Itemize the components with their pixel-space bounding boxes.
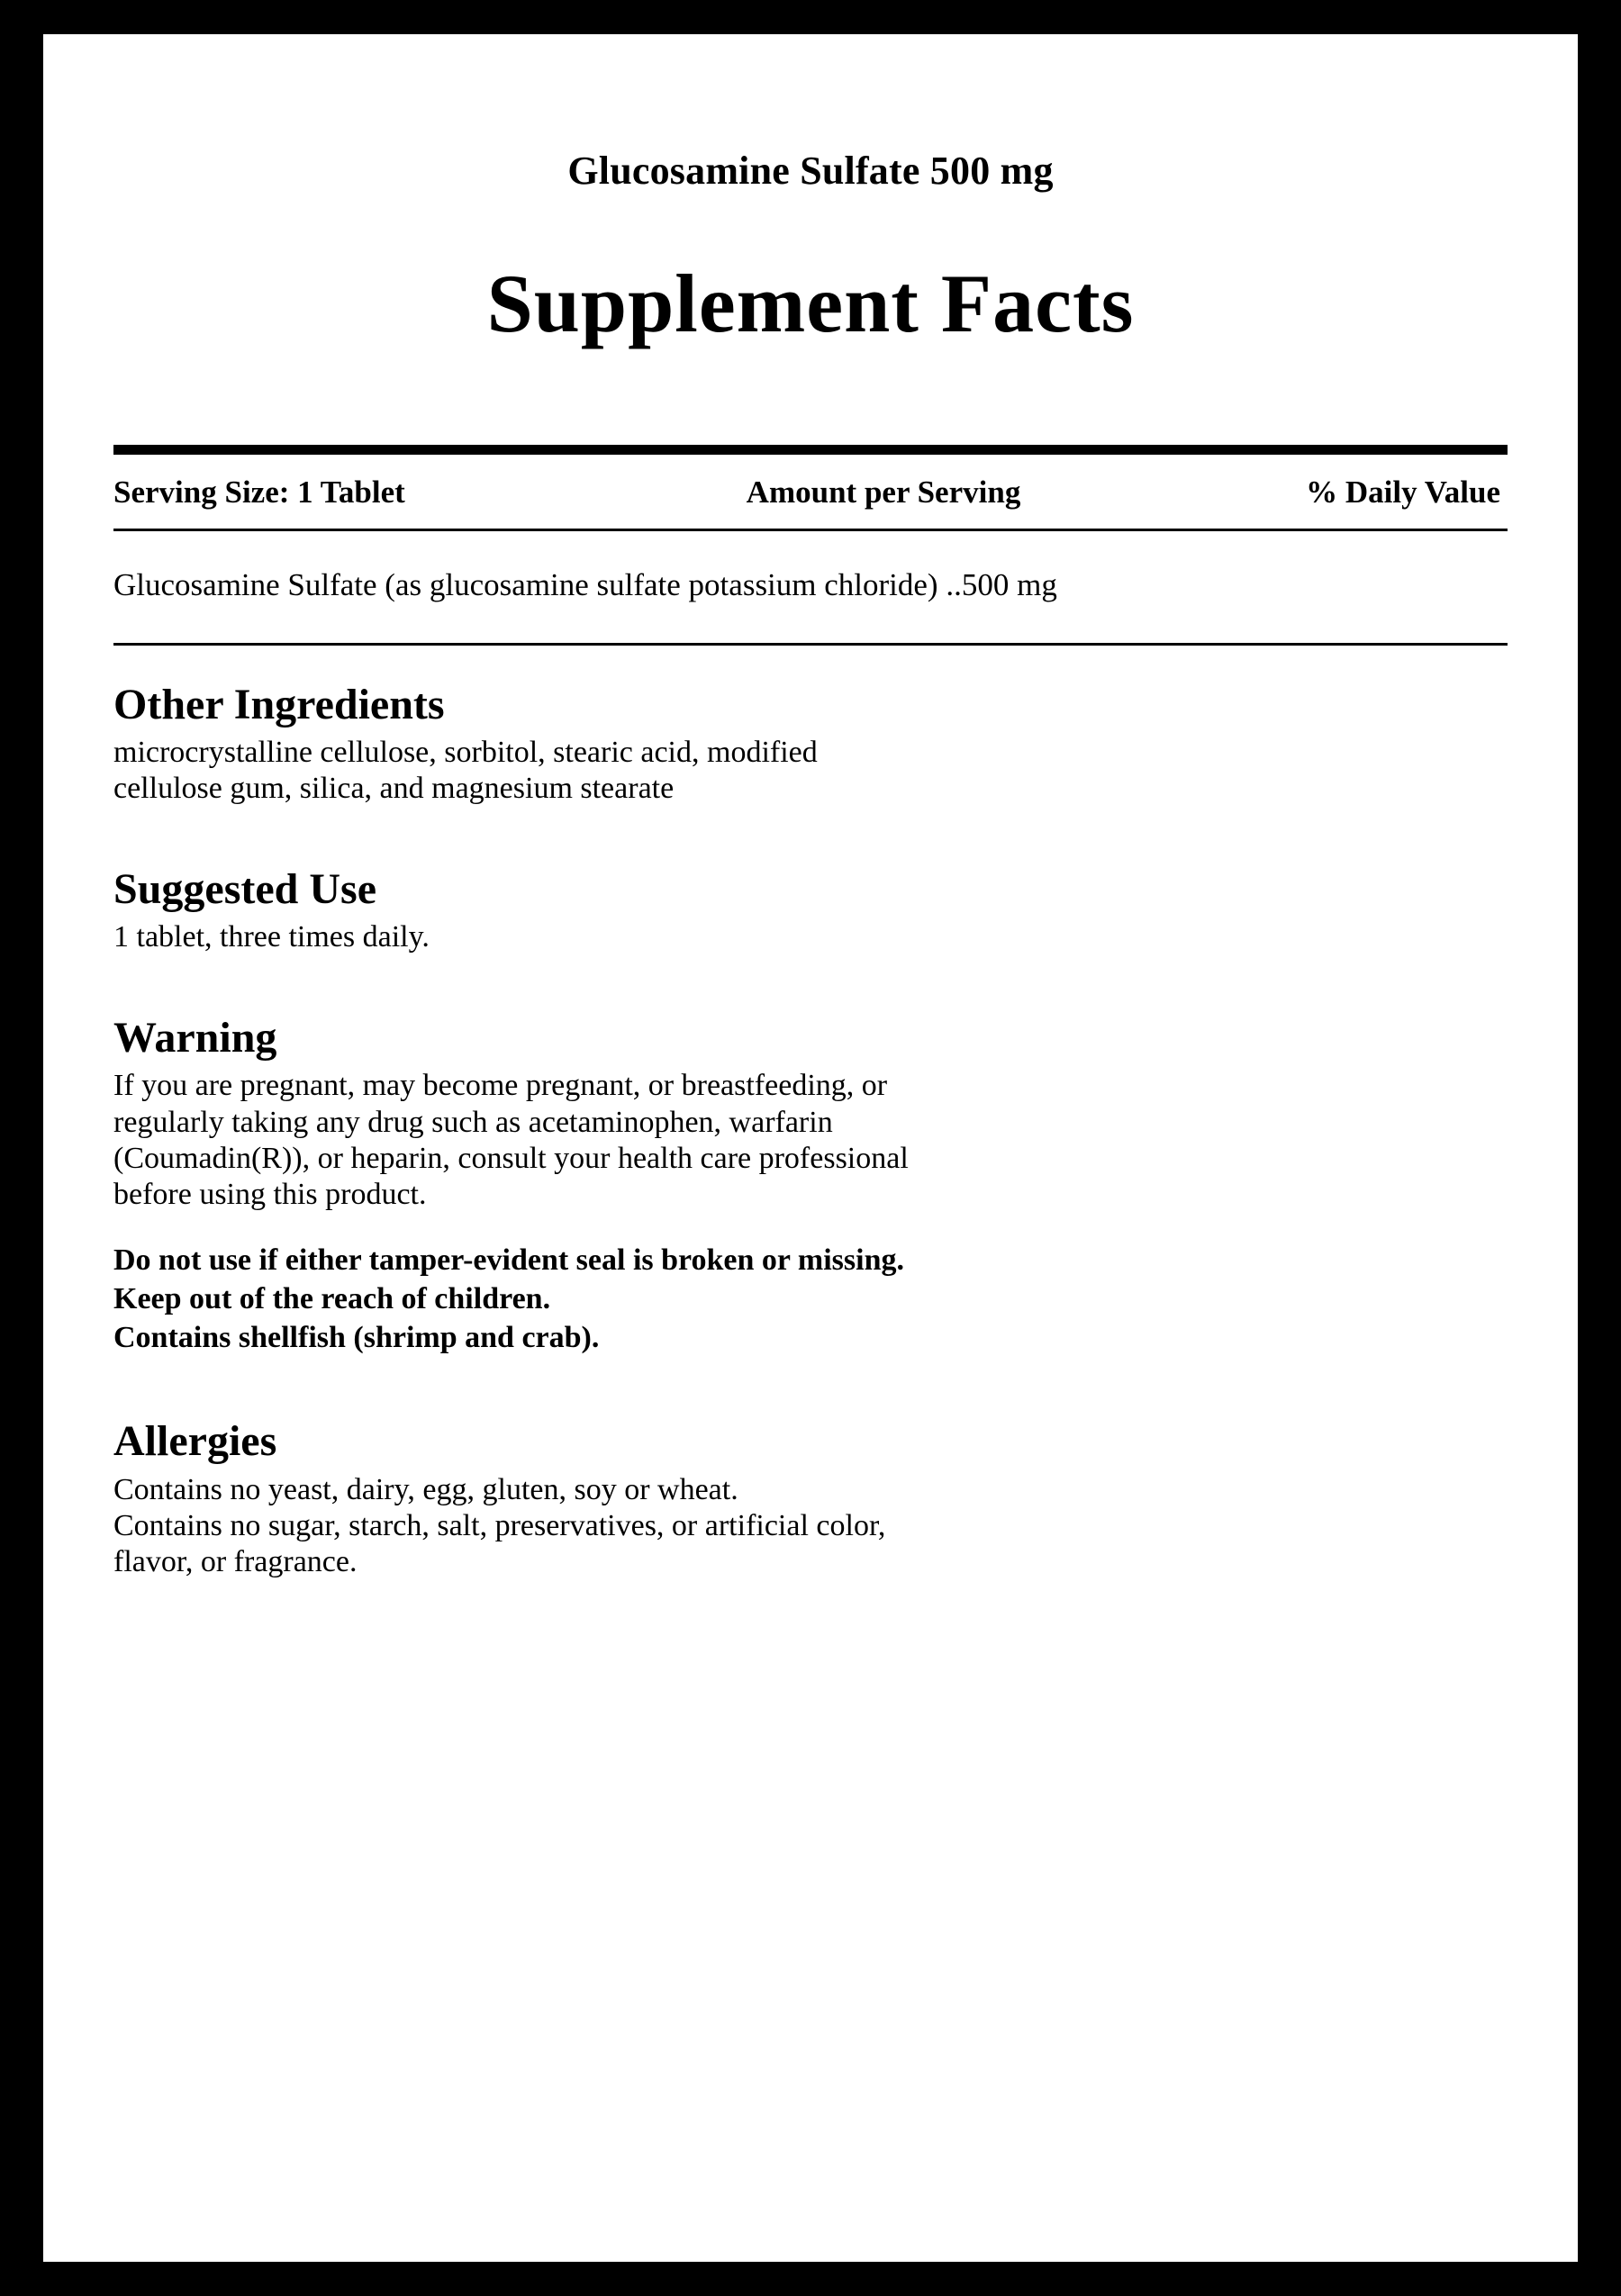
warning-bold-line: Do not use if either tamper-evident seal is broken or missing. [113, 1243, 904, 1277]
column-header-daily-value: % Daily Value [1306, 474, 1500, 510]
section-allergies [113, 1416, 1508, 1580]
facts-table-header [113, 455, 1508, 529]
column-header-amount-per-serving: Amount per Serving [746, 474, 1021, 510]
warning-bold-block [113, 1242, 1508, 1357]
warning-bold-line: Keep out of the reach of children. [113, 1281, 551, 1315]
section-line: before using this product. [113, 1177, 427, 1211]
section-heading: Allergies [113, 1417, 277, 1466]
section-heading: Warning [113, 1014, 277, 1062]
supplement-label-card [43, 34, 1578, 2262]
divider-thick [113, 445, 1508, 455]
section-other-ingredients [113, 680, 1508, 807]
section-warning [113, 1013, 1508, 1357]
section-line: Contains no sugar, starch, salt, preservatives, or artificial color, [113, 1508, 886, 1542]
section-line: microcrystalline cellulose, sorbitol, stearic acid, modified [113, 735, 818, 769]
section-line: regularly taking any drug such as acetaminophen, warfarin [113, 1105, 833, 1139]
section-line: (Coumadin(R)), or heparin, consult your health care professional [113, 1141, 909, 1175]
section-line: 1 tablet, three times daily. [113, 920, 430, 954]
section-line: Contains no yeast, dairy, egg, gluten, soy or wheat. [113, 1472, 738, 1506]
warning-bold-line: Contains shellfish (shrimp and crab). [113, 1320, 600, 1354]
section-line: flavor, or fragrance. [113, 1544, 358, 1578]
column-header-serving-size: Serving Size: 1 Tablet [113, 474, 405, 510]
page-title: Glucosamine Sulfate 500 mg [567, 149, 1054, 193]
supplement-facts-heading: Supplement Facts [486, 258, 1135, 349]
section-suggested-use [113, 864, 1508, 955]
divider-under-ingredients [113, 643, 1508, 646]
table-row: Glucosamine Sulfate (as glucosamine sulfate potassium chloride) ..500 mg [113, 566, 1057, 602]
section-line: cellulose gum, silica, and magnesium stearate [113, 771, 675, 805]
section-heading: Suggested Use [113, 865, 377, 913]
section-heading: Other Ingredients [113, 680, 445, 728]
section-line: If you are pregnant, may become pregnant, or breastfeeding, or [113, 1069, 888, 1103]
